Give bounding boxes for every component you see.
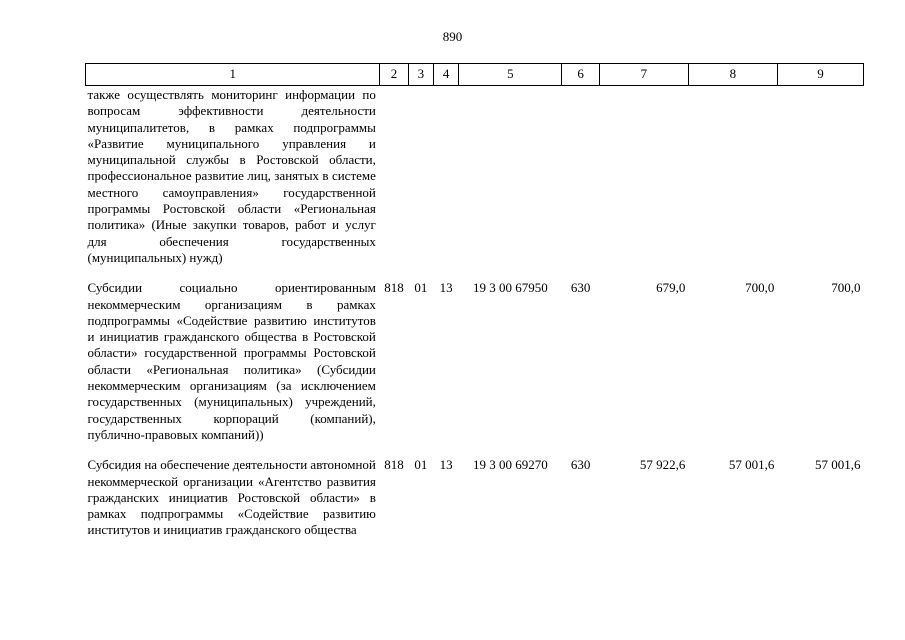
- row-amount-col9: 700,0: [831, 280, 861, 296]
- column-header-1: 1: [86, 64, 380, 86]
- row-description: Субсидии социально ориентированным некоммерческим организациям в рамках подпрограммы «Содействие развитию институтов и инициатив гражданского общества в Ростовской области» государственной программы Ростовской области «Региональная политика» (Субсидии некоммерческим организациям (за исключением государственных (муниципальных) учреждений, государственных корпораций (компаний), публично-правовых компаний)): [87, 280, 376, 442]
- row-amount-col8: 700,0: [745, 280, 775, 296]
- row-section-code: [408, 86, 433, 267]
- page-number: 890: [442, 29, 463, 44]
- row-ministry-code: [380, 86, 408, 267]
- row-amount-col7: 57 922,6: [639, 457, 686, 473]
- row-section-code: 01: [414, 457, 428, 473]
- row-section-code: 01: [414, 280, 428, 296]
- row-amount-col9: [777, 86, 863, 267]
- row-target-code: [459, 86, 562, 267]
- row-amount-col8: 57 001,6: [728, 457, 775, 473]
- header-row: [86, 64, 864, 86]
- row-amount-col8: [688, 86, 777, 267]
- row-subsection-code: 13: [439, 457, 453, 473]
- row-subsection-code: [433, 86, 458, 267]
- row-amount-col7: [599, 86, 688, 267]
- row-subsection-code: 13: [439, 280, 453, 296]
- table-row: [86, 443, 864, 538]
- row-amount-col7: 679,0: [656, 280, 686, 296]
- row-description: также осуществлять мониторинг информации по вопросам эффективности деятельности муниципалитетов, в рамках подпрограммы «Развитие муниципального управления и муниципальной службы в Ростовской области, профессиональное развитие лиц, занятых в системе местного самоуправления» государственной программы Ростовской области «Региональная политика» (Иные закупки товаров, работ и услуг для обеспечения государственных (муниципальных) нужд): [87, 87, 376, 265]
- column-header-2: 2: [380, 64, 408, 86]
- row-amount-col9: 57 001,6: [815, 457, 861, 473]
- row-ministry-code: 818: [384, 280, 404, 296]
- column-header-6: 6: [562, 64, 599, 86]
- column-header-4: 4: [433, 64, 458, 86]
- row-expense-type: [562, 86, 599, 267]
- row-expense-type: 630: [570, 457, 591, 473]
- row-expense-type: 630: [570, 280, 591, 296]
- column-header-3: 3: [408, 64, 433, 86]
- table-row: [86, 86, 864, 267]
- table-row: [86, 266, 864, 443]
- row-target-code: 19 3 00 67950: [472, 280, 548, 296]
- column-header-7: 7: [599, 64, 688, 86]
- row-target-code: 19 3 00 69270: [472, 457, 548, 473]
- column-header-8: 8: [688, 64, 777, 86]
- row-ministry-code: 818: [384, 457, 404, 473]
- row-description: Субсидия на обеспечение деятельности автономной некоммерческой организации «Агентство развития гражданских инициатив Ростовской области» в рамках подпрограммы «Содействие развитию институтов и инициатив гражданского общества: [87, 457, 376, 538]
- column-header-5: 5: [459, 64, 562, 86]
- column-header-9: 9: [777, 64, 863, 86]
- budget-table: [85, 63, 864, 539]
